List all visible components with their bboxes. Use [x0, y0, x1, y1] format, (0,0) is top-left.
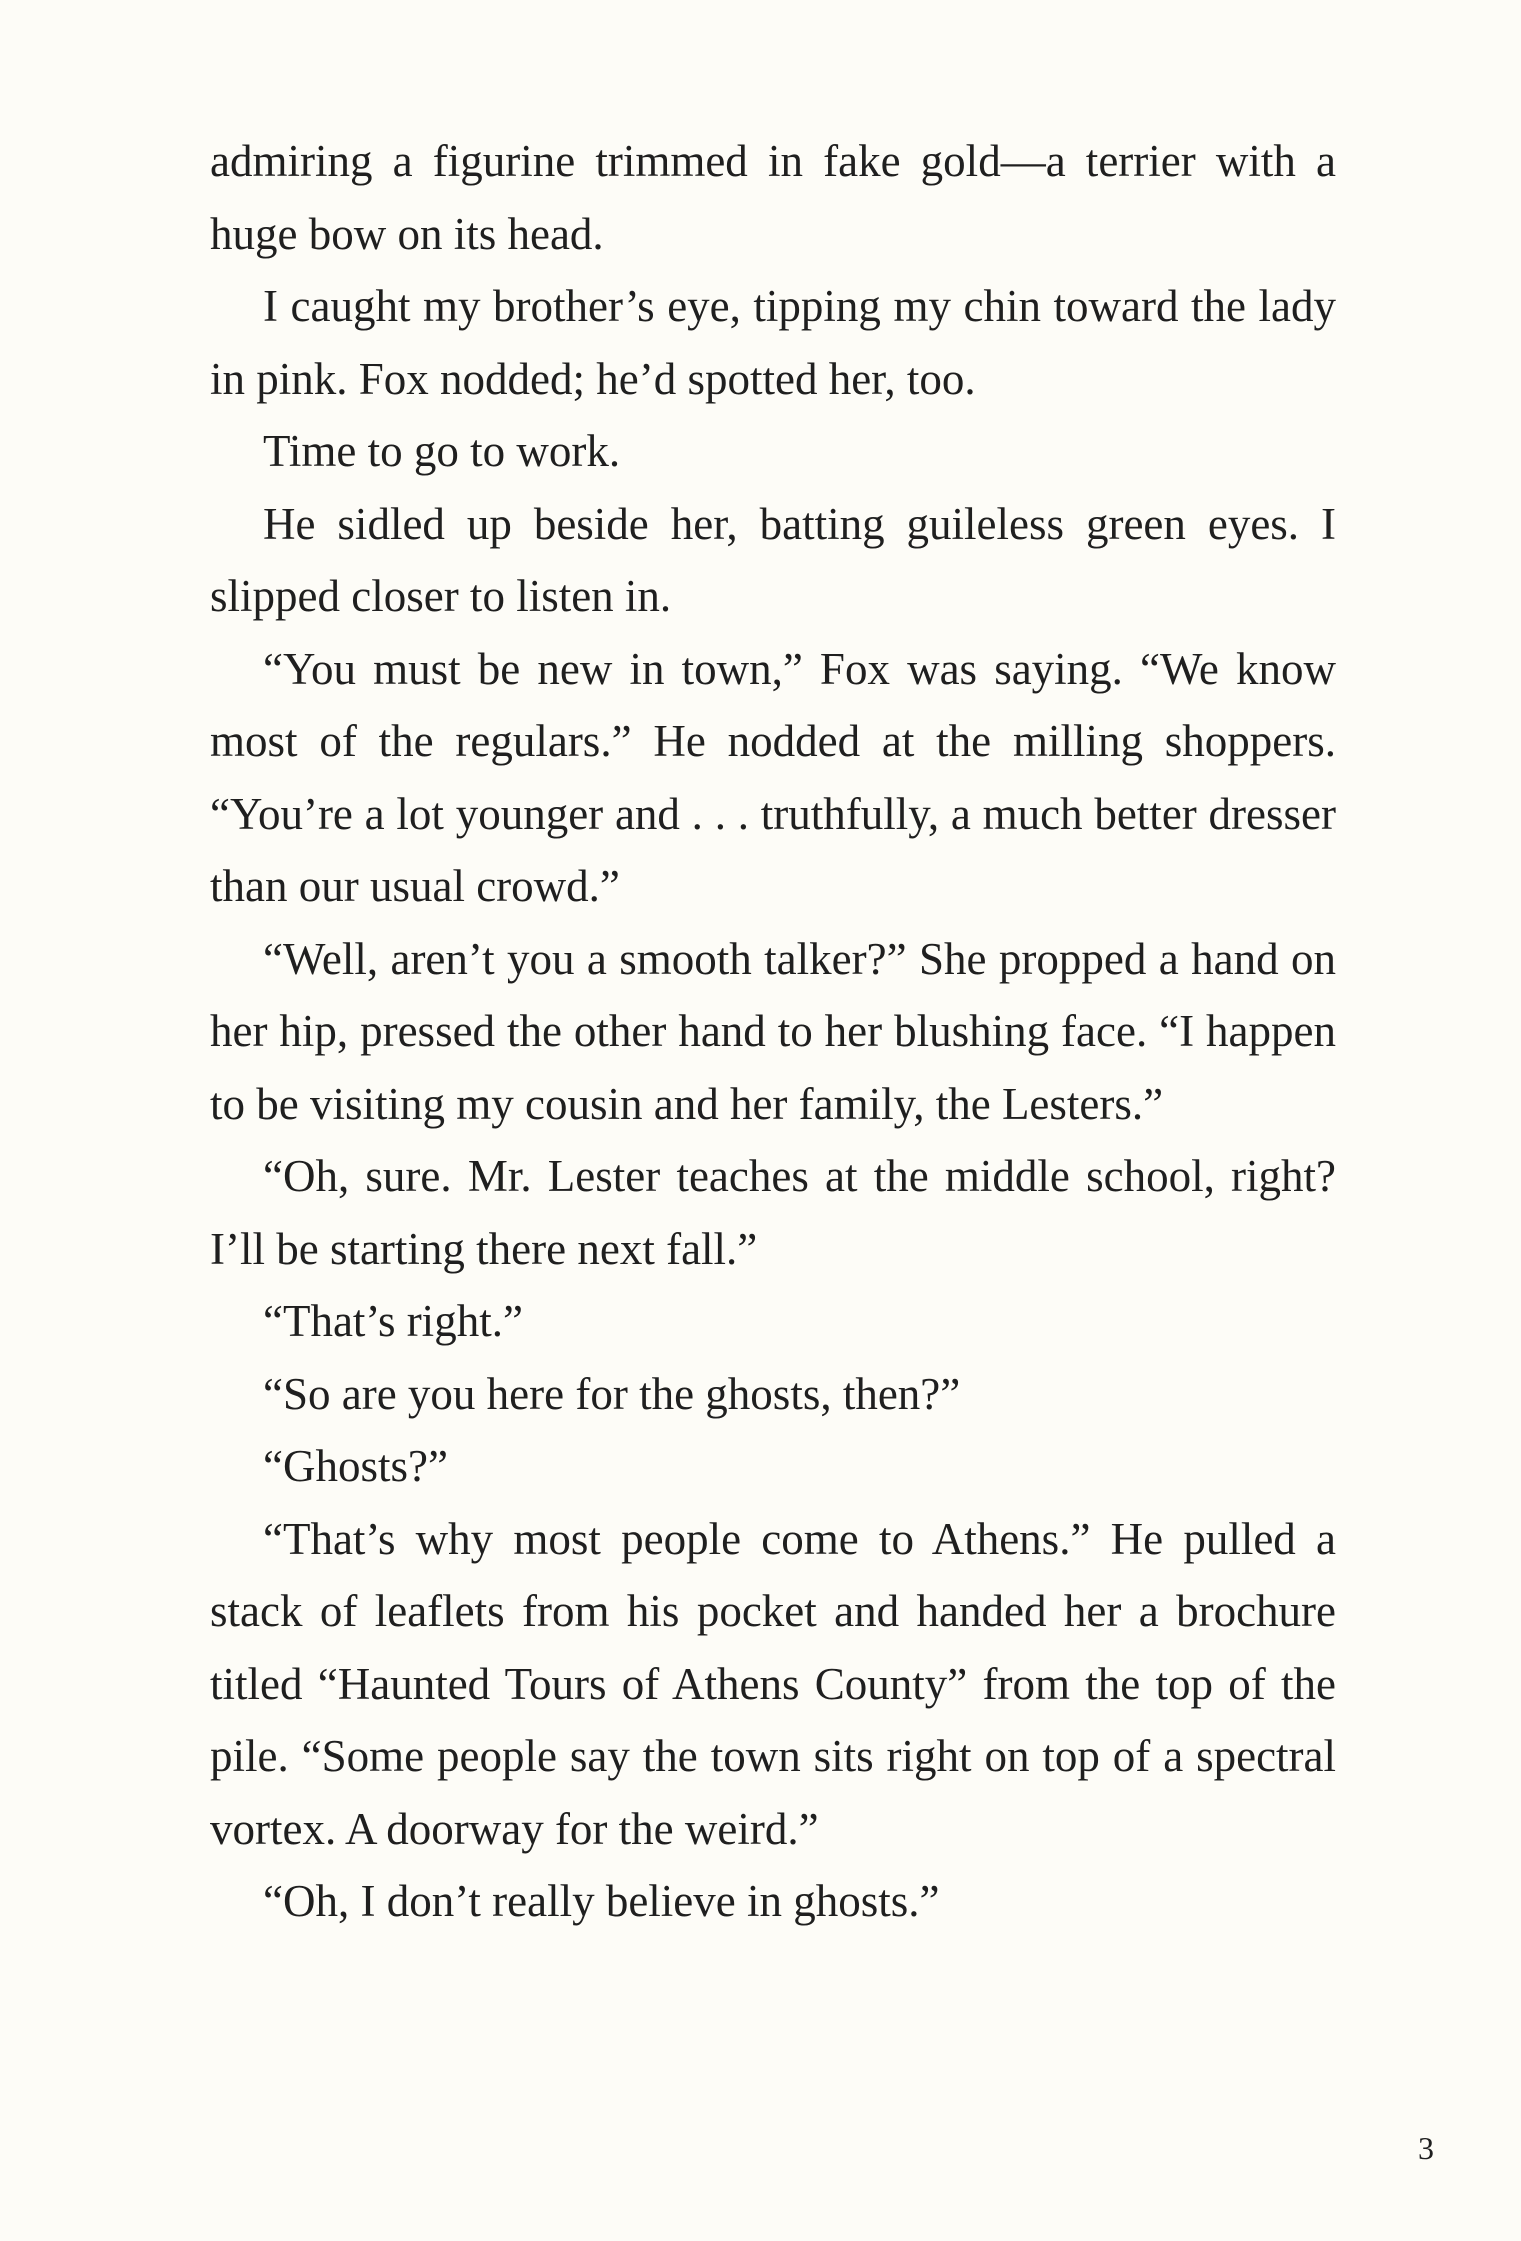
paragraph: “That’s right.” — [263, 1296, 523, 1346]
paragraph: “Oh, I don’t really believe in ghosts.” — [263, 1876, 940, 1926]
paragraph: “Ghosts?” — [263, 1441, 448, 1491]
paragraph: Time to go to work. — [263, 426, 621, 476]
paragraph: I caught my brother’s eye, tipping my chin toward the lady in pink. Fox nodded; he’d spotted her, too. — [210, 281, 1336, 404]
paragraph: He sidled up beside her, batting guileless green eyes. I slipped closer to listen in. — [210, 498, 1336, 621]
body-text — [210, 125, 1336, 1938]
paragraph: “Well, aren’t you a smooth talker?” She propped a hand on her hip, pressed the other hand to her blushing face. “I happen to be visiting my cousin and her family, the Lesters.” — [210, 933, 1336, 1129]
paragraph: “You must be new in town,” Fox was saying. “We know most of the regulars.” He nodded at the milling shoppers. “You’re a lot younger and . . . truthfully, a much better dresser than our usual crowd.” — [210, 643, 1336, 911]
paragraph-continued: admiring a figurine trimmed in fake gold—a terrier with a huge bow on its head. — [210, 136, 1336, 259]
paragraph: “That’s why most people come to Athens.” He pulled a stack of leaflets from his pocket and handed her a brochure titled “Haunted Tours of Athens County” from the top of the pile. “Some people say the town sits right on top of a spectral vortex. A doorway for the weird.” — [210, 1513, 1336, 1854]
page-number: 3 — [1418, 2130, 1434, 2166]
paragraph: “Oh, sure. Mr. Lester teaches at the middle school, right? I’ll be starting there next fall.” — [210, 1151, 1336, 1274]
paragraph: “So are you here for the ghosts, then?” — [263, 1368, 961, 1419]
